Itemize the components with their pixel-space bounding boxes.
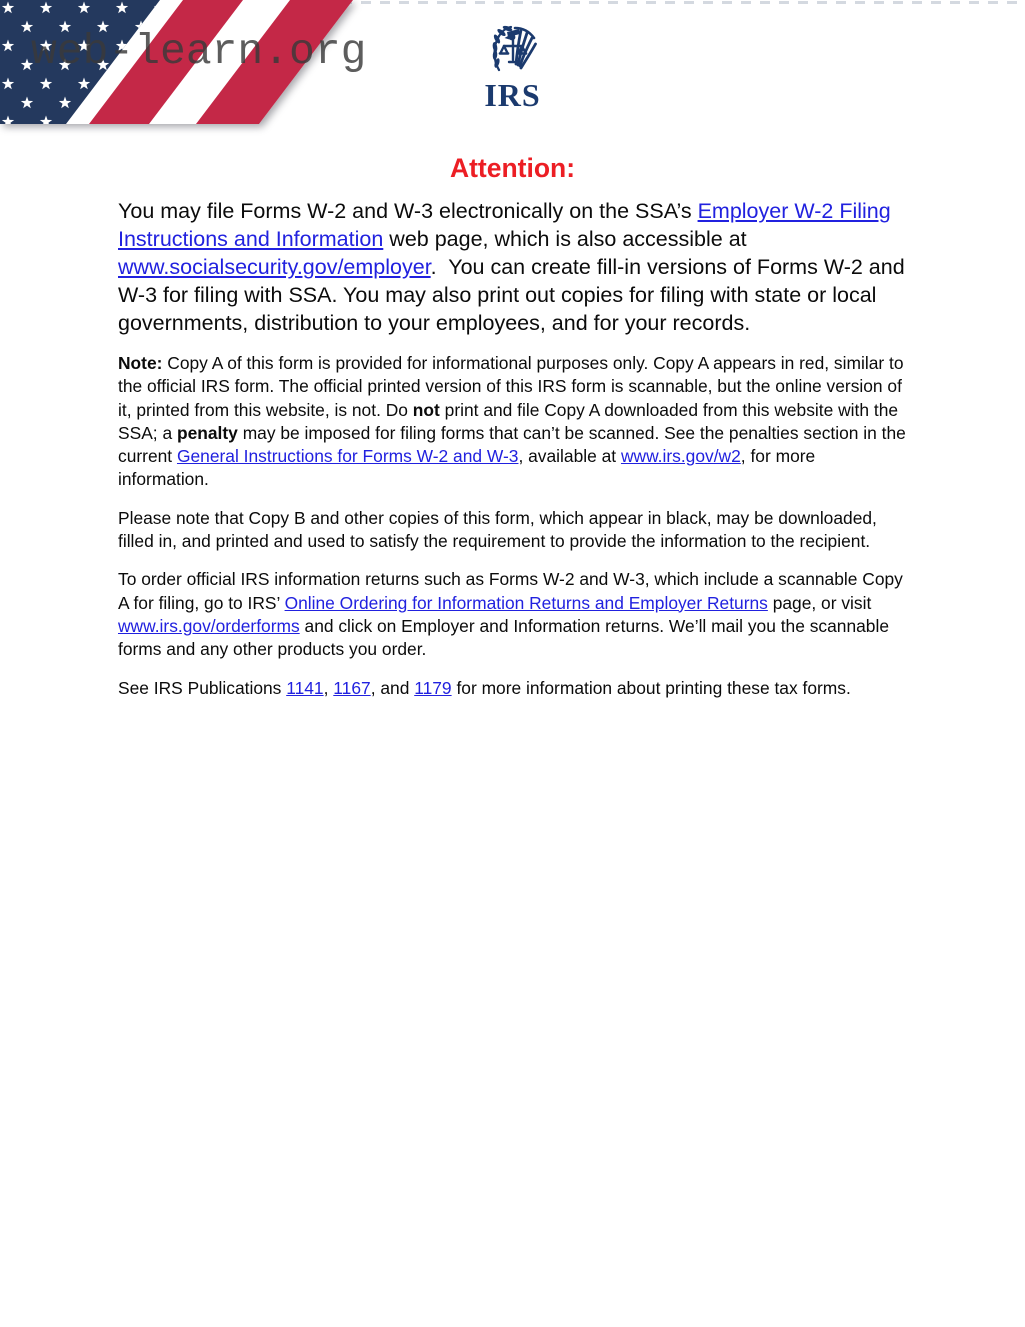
text-run: print and file Copy A downloaded from this website with the SSA; a [118,399,899,443]
text-run: web page, which is also accessible at [383,227,747,251]
text-run: To order official IRS information returns such as Forms W-2 and W-3, which include a scannable Copy A for filing, go to IRS’ [118,569,903,613]
text-run: , available at [518,446,621,467]
text-run: and click on Employer and Information returns. We’ll mail you the scannable forms and any other products you order. [118,615,890,660]
paragraph-order-forms [118,568,908,661]
hyperlink[interactable]: www.irs.gov/w2 [620,446,741,467]
hyperlink[interactable]: www.socialsecurity.gov/employer [118,255,431,279]
watermark-text: web-learn.org [31,27,367,76]
text-run: for more information about printing these tax forms. [451,677,851,698]
hyperlink[interactable]: Online Ordering for Information Returns and Employer Returns [284,592,768,613]
paragraph-see-publications [118,677,908,700]
text-run: You may file Forms W-2 and W-3 electronically on the SSA’s [118,199,698,223]
hyperlink[interactable]: 1141 [286,677,324,698]
bold-text: penalty [176,422,238,443]
text-run: , and [370,677,415,698]
paragraph-efile-info [118,197,908,337]
text-run: , for more information. [118,446,816,490]
text-run: , [323,677,334,698]
bold-text: Note: [118,353,163,373]
bold-text: not [412,399,440,420]
hyperlink[interactable]: www.irs.gov/orderforms [118,615,300,636]
hyperlink[interactable]: 1167 [333,677,371,698]
text-run: See IRS Publications [118,677,287,698]
text-run: may be imposed for filing forms that can’t be scanned. See the penalties section in the current [118,422,906,467]
paragraph-copy-a-note [118,352,908,492]
text-run: Please note that Copy B and other copies of this form, which appear in black, may be downloaded, filled in, and printed and used to satisfy the requirement to provide the information to the recipient. [118,507,877,552]
hyperlink[interactable]: General Instructions for Forms W-2 and W-3 [176,446,519,467]
paragraph-copy-b-info [118,507,908,554]
attention-heading: Attention: [449,153,576,183]
irs-eagle-icon [485,24,541,78]
text-run: Copy A of this form is provided for informational purposes only. Copy A appears in red, similar to the official IRS form. The official printed version of this IRS form is scannable, but the online version of it, printed from this website, is not. Do [118,353,904,420]
irs-wordmark: IRS [484,77,541,113]
notice-body [118,197,908,715]
hyperlink[interactable]: 1179 [414,677,452,698]
hyperlink[interactable]: Employer W-2 Filing Instructions and Information [118,199,891,251]
text-run: page, or visit [767,592,872,613]
text-run: . You can create fill-in versions of Forms W-2 and W-3 for filing with SSA. You may also print out copies for filing with state or local governments, distribution to your employees, and for your records. [118,255,905,335]
